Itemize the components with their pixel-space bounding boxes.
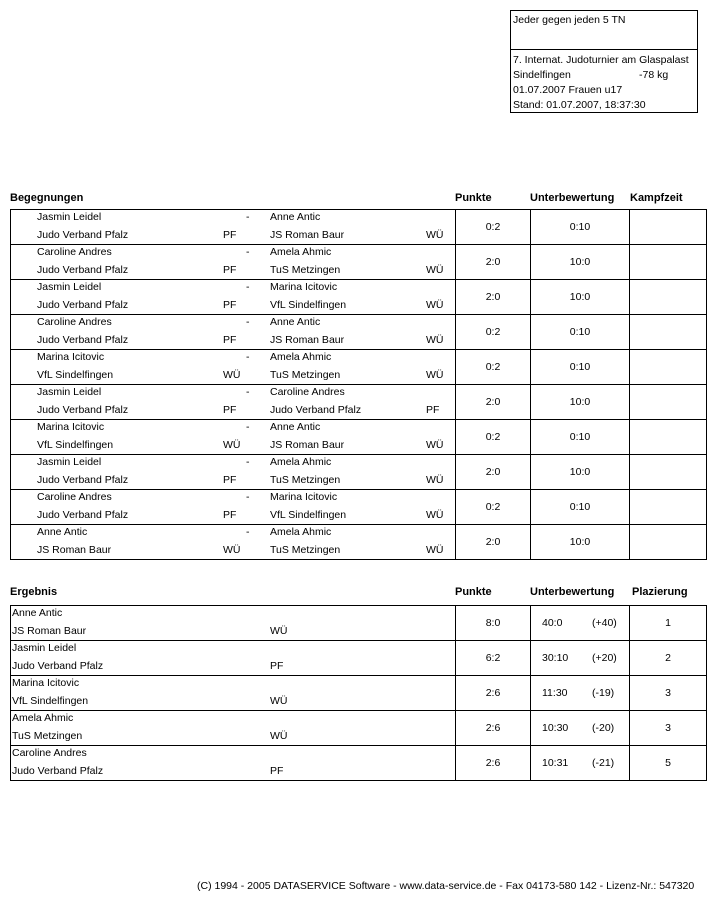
fighter-a-club: Judo Verband Pfalz bbox=[37, 229, 129, 241]
match-pairing-cell bbox=[11, 490, 456, 525]
versus-dash: - bbox=[246, 526, 250, 538]
tournament-city: Sindelfingen bbox=[513, 69, 571, 81]
copyright-footer: (C) 1994 - 2005 DATASERVICE Software - www.data-service.de - Fax 04173-580 142 - Lizenz-Nr.: 547320 bbox=[197, 880, 695, 892]
match-sub-score: 0:10 bbox=[531, 210, 630, 245]
result-sub-diff: (+20) bbox=[592, 652, 617, 664]
result-fighter-club: TuS Metzingen bbox=[12, 730, 83, 742]
fighter-b-club: JS Roman Baur bbox=[270, 334, 345, 346]
result-points: 8:0 bbox=[456, 606, 531, 641]
versus-dash: - bbox=[246, 421, 250, 433]
match-time bbox=[630, 350, 707, 385]
tournament-info-box bbox=[510, 10, 698, 113]
match-points: 2:0 bbox=[456, 245, 531, 280]
match-pairing-cell bbox=[11, 350, 456, 385]
results-table bbox=[10, 605, 707, 781]
fighter-a-club: Judo Verband Pfalz bbox=[37, 404, 129, 416]
match-row bbox=[11, 350, 707, 385]
match-points: 2:0 bbox=[456, 455, 531, 490]
match-time bbox=[630, 245, 707, 280]
fighter-a-state: PF bbox=[223, 474, 237, 486]
results-place-header: Plazierung bbox=[632, 586, 688, 598]
match-row bbox=[11, 490, 707, 525]
result-points: 2:6 bbox=[456, 711, 531, 746]
match-pairing-cell bbox=[11, 525, 456, 560]
result-fighter-cell bbox=[11, 676, 456, 711]
fighter-a-name: Jasmin Leidel bbox=[37, 456, 102, 468]
fighter-b-name: Amela Ahmic bbox=[270, 351, 332, 363]
result-fighter-state: PF bbox=[270, 660, 284, 672]
fighter-a-name: Anne Antic bbox=[37, 526, 88, 538]
fighter-b-name: Anne Antic bbox=[270, 421, 321, 433]
match-points: 2:0 bbox=[456, 280, 531, 315]
fighter-a-state: WÜ bbox=[223, 439, 241, 451]
fighter-a-state: PF bbox=[223, 299, 237, 311]
match-points: 2:0 bbox=[456, 525, 531, 560]
match-points: 0:2 bbox=[456, 210, 531, 245]
status-timestamp: Stand: 01.07.2007, 18:37:30 bbox=[513, 99, 646, 111]
fighter-b-club: TuS Metzingen bbox=[270, 544, 341, 556]
fighter-b-state: WÜ bbox=[426, 299, 444, 311]
versus-dash: - bbox=[246, 456, 250, 468]
result-fighter-name: Caroline Andres bbox=[12, 747, 87, 759]
fighter-b-name: Amela Ahmic bbox=[270, 246, 332, 258]
weight-class: -78 kg bbox=[639, 69, 669, 81]
match-row bbox=[11, 280, 707, 315]
result-points: 6:2 bbox=[456, 641, 531, 676]
fighter-a-name: Marina Icitovic bbox=[37, 421, 105, 433]
match-sub-score: 0:10 bbox=[531, 490, 630, 525]
date-category: 01.07.2007 Frauen u17 bbox=[513, 84, 623, 96]
match-pairing-cell bbox=[11, 420, 456, 455]
result-row bbox=[11, 711, 707, 746]
versus-dash: - bbox=[246, 316, 250, 328]
match-time bbox=[630, 490, 707, 525]
fighter-a-state: PF bbox=[223, 509, 237, 521]
results-points-header: Punkte bbox=[455, 586, 492, 598]
fighter-a-name: Caroline Andres bbox=[37, 491, 112, 503]
match-pairing-cell bbox=[11, 385, 456, 420]
fighter-a-state: PF bbox=[223, 334, 237, 346]
result-fighter-cell bbox=[11, 746, 456, 781]
match-row bbox=[11, 315, 707, 350]
match-points: 0:2 bbox=[456, 420, 531, 455]
result-placement: 5 bbox=[630, 746, 707, 781]
fighter-b-state: WÜ bbox=[426, 439, 444, 451]
result-placement: 3 bbox=[630, 711, 707, 746]
match-time bbox=[630, 210, 707, 245]
fighter-a-club: Judo Verband Pfalz bbox=[37, 334, 129, 346]
fighter-b-state: WÜ bbox=[426, 509, 444, 521]
fighter-a-state: PF bbox=[223, 264, 237, 276]
match-sub-score: 10:0 bbox=[531, 455, 630, 490]
results-sub-header: Unterbewertung bbox=[530, 586, 615, 598]
fighter-b-state: WÜ bbox=[426, 264, 444, 276]
versus-dash: - bbox=[246, 386, 250, 398]
match-row bbox=[11, 210, 707, 245]
result-fighter-club: JS Roman Baur bbox=[12, 625, 87, 637]
match-row bbox=[11, 385, 707, 420]
result-fighter-name: Marina Icitovic bbox=[12, 677, 80, 689]
versus-dash: - bbox=[246, 351, 250, 363]
match-pairing-cell bbox=[11, 245, 456, 280]
result-fighter-state: WÜ bbox=[270, 625, 288, 637]
matches-sub-header: Unterbewertung bbox=[530, 192, 615, 204]
match-points: 0:2 bbox=[456, 350, 531, 385]
fighter-a-name: Marina Icitovic bbox=[37, 351, 105, 363]
match-time bbox=[630, 420, 707, 455]
match-sub-score: 0:10 bbox=[531, 315, 630, 350]
fighter-b-club: JS Roman Baur bbox=[270, 439, 345, 451]
fighter-b-name: Anne Antic bbox=[270, 211, 321, 223]
match-points: 2:0 bbox=[456, 385, 531, 420]
result-sub-cell bbox=[531, 676, 630, 711]
fighter-a-state: PF bbox=[223, 229, 237, 241]
match-sub-score: 10:0 bbox=[531, 280, 630, 315]
match-sub-score: 10:0 bbox=[531, 385, 630, 420]
fighter-b-name: Amela Ahmic bbox=[270, 526, 332, 538]
match-row bbox=[11, 245, 707, 280]
match-row bbox=[11, 525, 707, 560]
match-pairing-cell bbox=[11, 210, 456, 245]
result-sub-score: 40:0 bbox=[542, 617, 563, 629]
versus-dash: - bbox=[246, 491, 250, 503]
fighter-a-name: Jasmin Leidel bbox=[37, 281, 102, 293]
fighter-b-club: Judo Verband Pfalz bbox=[270, 404, 362, 416]
match-row bbox=[11, 420, 707, 455]
result-row bbox=[11, 746, 707, 781]
fighter-a-club: Judo Verband Pfalz bbox=[37, 509, 129, 521]
result-sub-score: 30:10 bbox=[542, 652, 569, 664]
result-fighter-cell bbox=[11, 711, 456, 746]
match-time bbox=[630, 455, 707, 490]
fighter-a-name: Jasmin Leidel bbox=[37, 386, 102, 398]
tournament-title: 7. Internat. Judoturnier am Glaspalast bbox=[513, 54, 689, 66]
result-fighter-name: Jasmin Leidel bbox=[12, 642, 77, 654]
fighter-b-club: JS Roman Baur bbox=[270, 229, 345, 241]
fighter-b-club: TuS Metzingen bbox=[270, 264, 341, 276]
versus-dash: - bbox=[246, 281, 250, 293]
result-sub-diff: (+40) bbox=[592, 617, 617, 629]
fighter-b-club: VfL Sindelfingen bbox=[270, 509, 347, 521]
fighter-b-club: VfL Sindelfingen bbox=[270, 299, 347, 311]
result-fighter-state: WÜ bbox=[270, 695, 288, 707]
result-fighter-cell bbox=[11, 606, 456, 641]
result-fighter-club: Judo Verband Pfalz bbox=[12, 660, 104, 672]
match-time bbox=[630, 315, 707, 350]
match-pairing-cell bbox=[11, 455, 456, 490]
match-sub-score: 0:10 bbox=[531, 350, 630, 385]
match-time bbox=[630, 525, 707, 560]
fighter-b-state: WÜ bbox=[426, 369, 444, 381]
result-fighter-state: PF bbox=[270, 765, 284, 777]
result-sub-diff: (-19) bbox=[592, 687, 615, 699]
fighter-b-state: WÜ bbox=[426, 474, 444, 486]
matches-table bbox=[10, 209, 707, 560]
result-fighter-club: Judo Verband Pfalz bbox=[12, 765, 104, 777]
fighter-b-state: WÜ bbox=[426, 229, 444, 241]
result-sub-cell bbox=[531, 711, 630, 746]
fighter-a-club: JS Roman Baur bbox=[37, 544, 112, 556]
fighter-a-state: WÜ bbox=[223, 544, 241, 556]
fighter-b-name: Anne Antic bbox=[270, 316, 321, 328]
result-row bbox=[11, 641, 707, 676]
fighter-a-name: Caroline Andres bbox=[37, 316, 112, 328]
result-placement: 2 bbox=[630, 641, 707, 676]
fighter-b-name: Amela Ahmic bbox=[270, 456, 332, 468]
match-points: 0:2 bbox=[456, 490, 531, 525]
info-divider bbox=[511, 49, 697, 50]
result-sub-cell bbox=[531, 606, 630, 641]
fighter-b-state: PF bbox=[426, 404, 440, 416]
fighter-a-club: VfL Sindelfingen bbox=[37, 439, 114, 451]
result-sub-diff: (-20) bbox=[592, 722, 615, 734]
results-title: Ergebnis bbox=[10, 586, 58, 598]
result-fighter-name: Anne Antic bbox=[12, 607, 63, 619]
fighter-b-name: Marina Icitovic bbox=[270, 491, 338, 503]
fighter-b-state: WÜ bbox=[426, 334, 444, 346]
fighter-a-name: Jasmin Leidel bbox=[37, 211, 102, 223]
result-placement: 3 bbox=[630, 676, 707, 711]
fighter-a-club: Judo Verband Pfalz bbox=[37, 474, 129, 486]
match-row bbox=[11, 455, 707, 490]
match-pairing-cell bbox=[11, 315, 456, 350]
result-row bbox=[11, 606, 707, 641]
match-sub-score: 0:10 bbox=[531, 420, 630, 455]
fighter-a-club: VfL Sindelfingen bbox=[37, 369, 114, 381]
match-points: 0:2 bbox=[456, 315, 531, 350]
versus-dash: - bbox=[246, 246, 250, 258]
result-sub-score: 11:30 bbox=[542, 687, 568, 699]
fighter-a-name: Caroline Andres bbox=[37, 246, 112, 258]
fighter-a-state: PF bbox=[223, 404, 237, 416]
mode-label: Jeder gegen jeden 5 TN bbox=[513, 14, 626, 26]
matches-time-header: Kampfzeit bbox=[630, 192, 683, 204]
fighter-b-club: TuS Metzingen bbox=[270, 474, 341, 486]
matches-points-header: Punkte bbox=[455, 192, 492, 204]
match-sub-score: 10:0 bbox=[531, 245, 630, 280]
fighter-b-state: WÜ bbox=[426, 544, 444, 556]
result-sub-diff: (-21) bbox=[592, 757, 615, 769]
result-points: 2:6 bbox=[456, 746, 531, 781]
result-fighter-club: VfL Sindelfingen bbox=[12, 695, 89, 707]
fighter-b-name: Marina Icitovic bbox=[270, 281, 338, 293]
fighter-b-club: TuS Metzingen bbox=[270, 369, 341, 381]
result-fighter-name: Amela Ahmic bbox=[12, 712, 74, 724]
fighter-a-club: Judo Verband Pfalz bbox=[37, 264, 129, 276]
matches-title: Begegnungen bbox=[10, 192, 84, 204]
result-row bbox=[11, 676, 707, 711]
result-sub-cell bbox=[531, 746, 630, 781]
result-placement: 1 bbox=[630, 606, 707, 641]
match-sub-score: 10:0 bbox=[531, 525, 630, 560]
result-sub-cell bbox=[531, 641, 630, 676]
result-sub-score: 10:31 bbox=[542, 757, 569, 769]
result-fighter-state: WÜ bbox=[270, 730, 288, 742]
match-time bbox=[630, 385, 707, 420]
fighter-a-club: Judo Verband Pfalz bbox=[37, 299, 129, 311]
fighter-b-name: Caroline Andres bbox=[270, 386, 345, 398]
match-time bbox=[630, 280, 707, 315]
result-points: 2:6 bbox=[456, 676, 531, 711]
result-sub-score: 10:30 bbox=[542, 722, 569, 734]
fighter-a-state: WÜ bbox=[223, 369, 241, 381]
result-fighter-cell bbox=[11, 641, 456, 676]
match-pairing-cell bbox=[11, 280, 456, 315]
versus-dash: - bbox=[246, 211, 250, 223]
